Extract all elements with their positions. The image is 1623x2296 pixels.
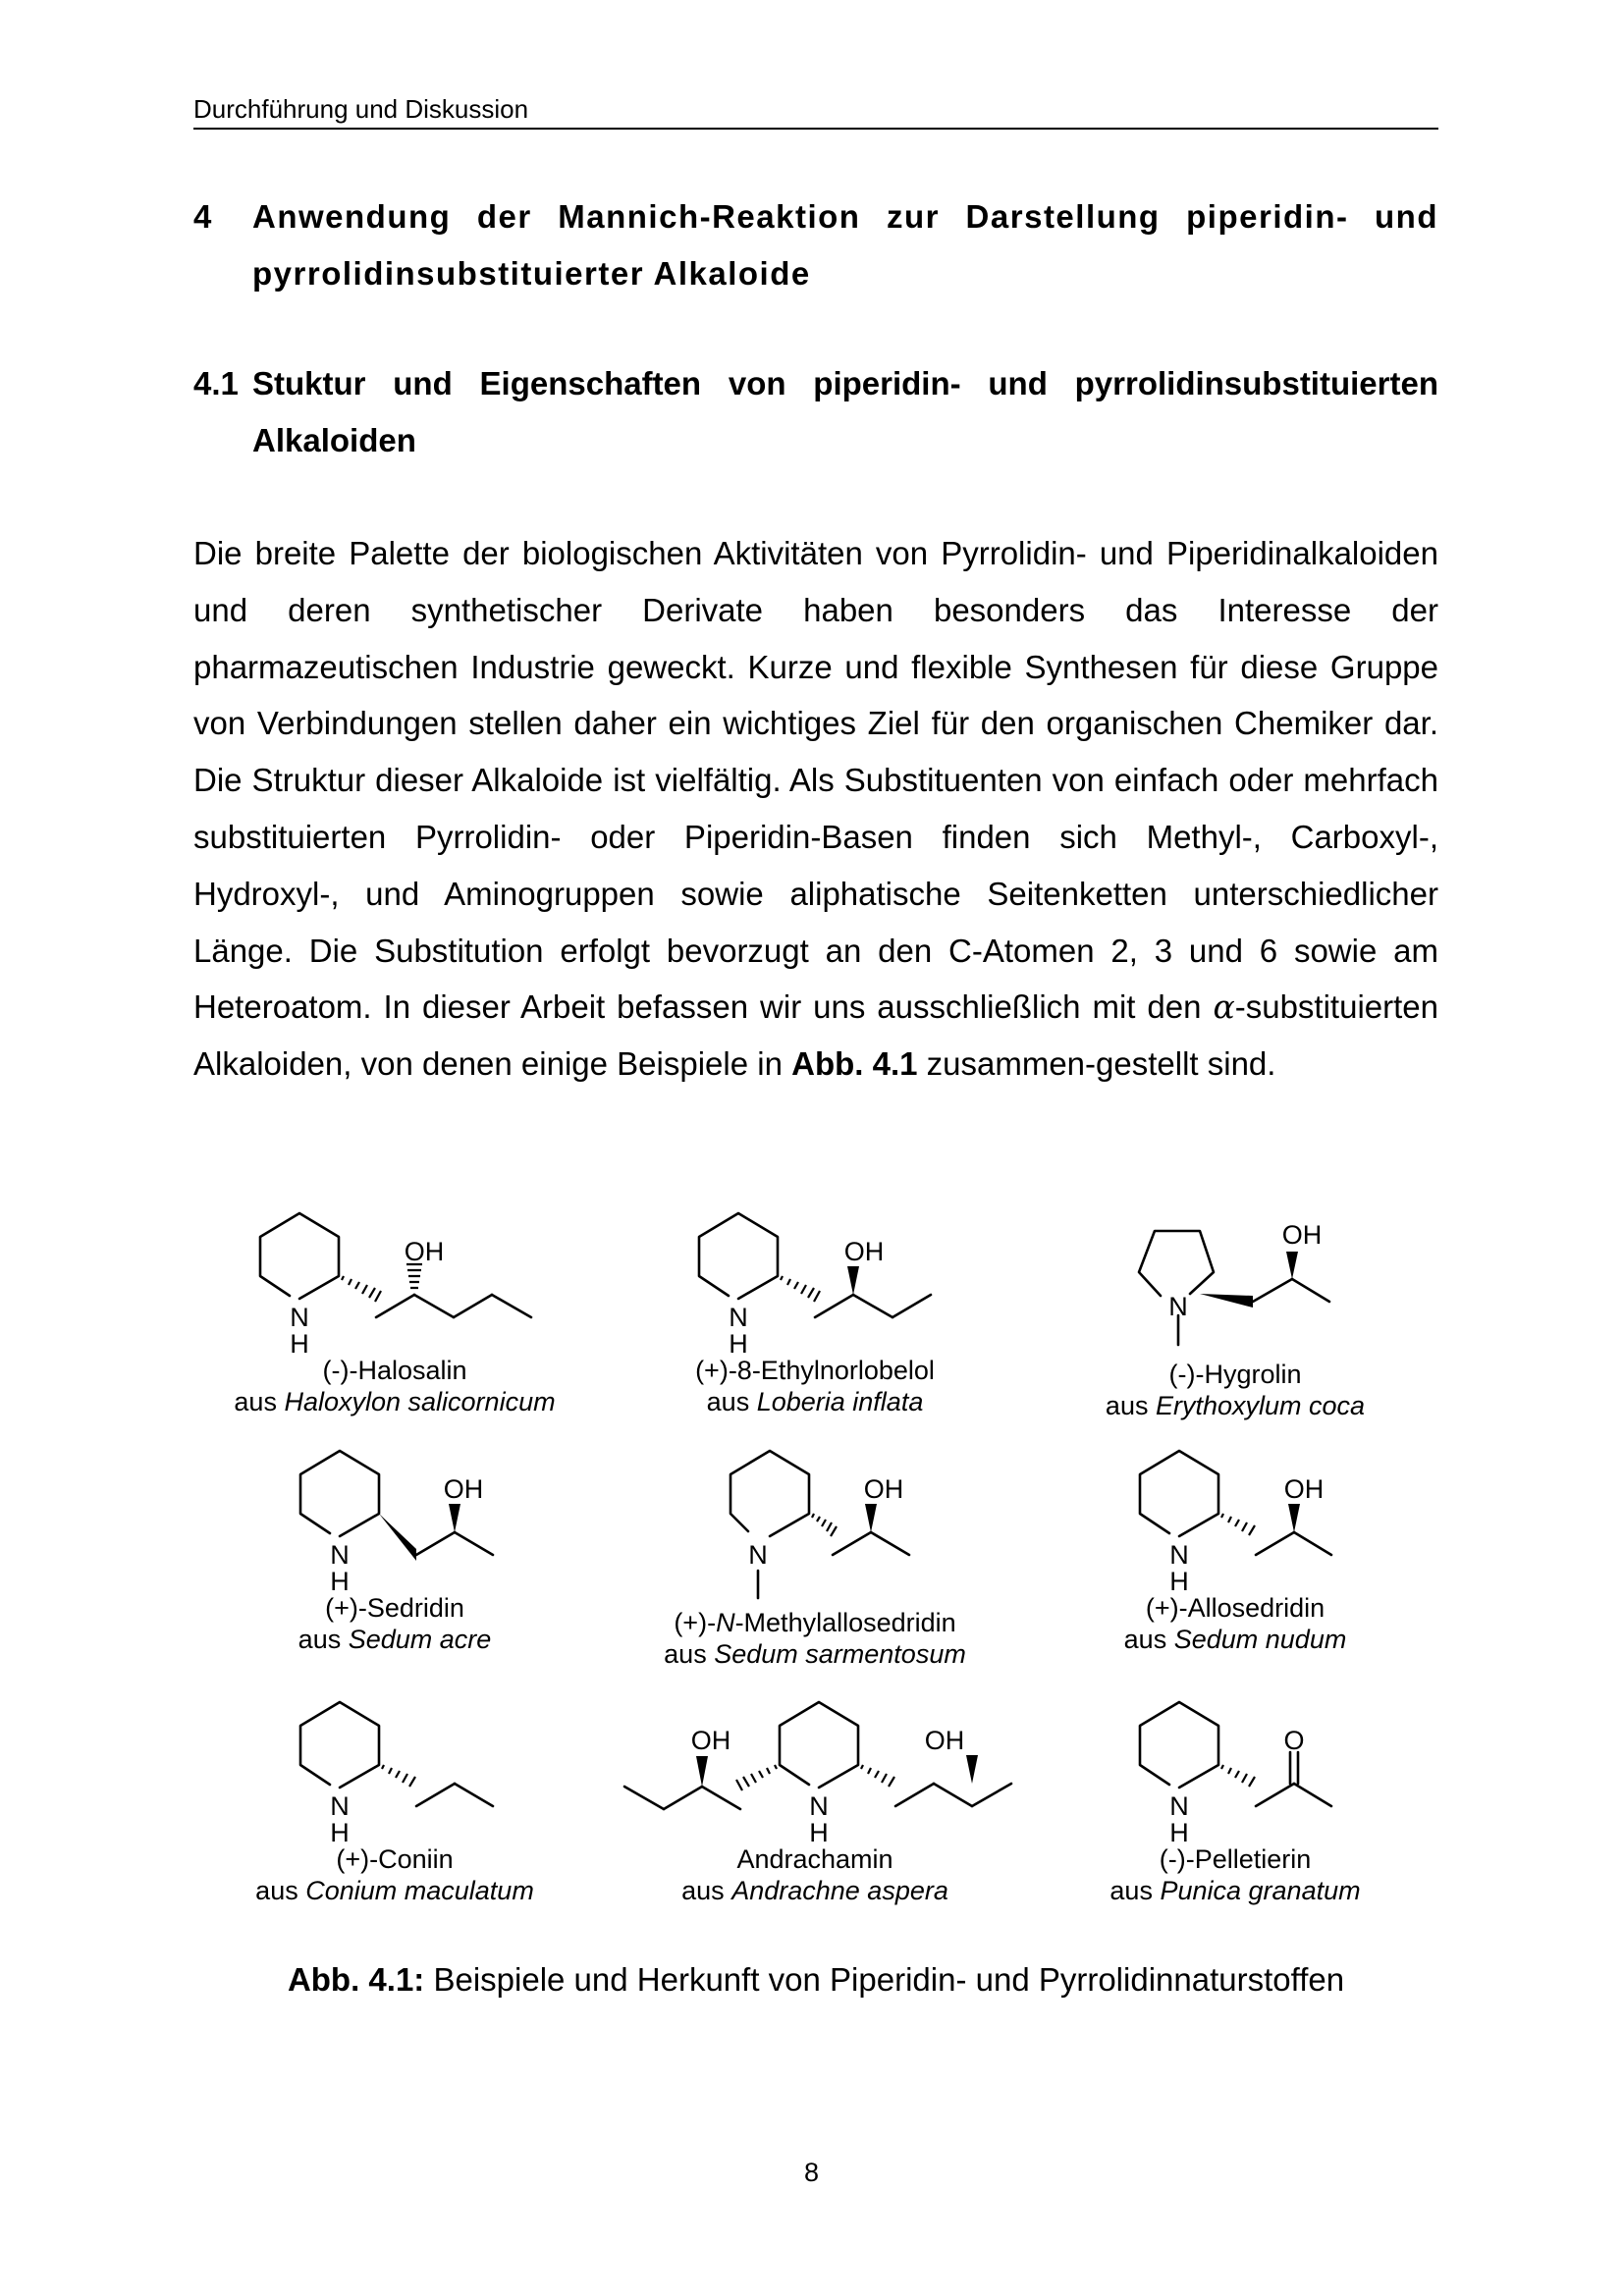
- figure-reference: Abb. 4.1: [791, 1045, 918, 1083]
- atom-h: H: [330, 1567, 350, 1596]
- atom-n: N: [290, 1303, 309, 1332]
- compound-name-prefix: (+)-: [674, 1608, 717, 1637]
- source-prefix: aus: [1105, 1391, 1149, 1420]
- structure-n-methylallosedridin: [730, 1451, 909, 1598]
- compound-label: [609, 1607, 1021, 1670]
- alpha-symbol: α: [1213, 988, 1235, 1027]
- atom-n: N: [1169, 1791, 1189, 1821]
- source-prefix: aus: [255, 1876, 298, 1905]
- atom-oh: OH: [863, 1474, 904, 1504]
- compound-source: Sedum nudum: [1173, 1625, 1347, 1654]
- compound-label: [1029, 1359, 1441, 1421]
- atom-h: H: [290, 1329, 309, 1359]
- compound-name: (+)-Allosedridin: [1145, 1593, 1325, 1623]
- caption-text: Beispiele und Herkunft von Piperidin- und Pyrrolidinnaturstoffen: [433, 1961, 1345, 1998]
- atom-oh: OH: [924, 1726, 965, 1755]
- atom-h: H: [1169, 1567, 1189, 1596]
- compound-source: Loberia inflata: [756, 1387, 924, 1416]
- compound-source: Andrachne aspera: [731, 1876, 948, 1905]
- source-prefix: aus: [1109, 1876, 1153, 1905]
- paragraph-part-1: Die breite Palette der biologischen Aktivitäten von Pyrrolidin- und Piperidinalkaloiden und deren synthetischer Derivate haben besonders das Interesse der pharmazeutischen Industrie geweckt. Kurze und flexible Synthesen für diese Gruppe von Verbindungen stellen daher ein wichtiges Ziel für den organischen Chemiker dar. Die Struktur dieser Alkaloide ist vielfältig. Als Substituenten von einfach oder mehrfach substituierten Pyrrolidin- oder Piperidin-Basen finden sich Methyl-, Carboxyl-, Hydroxyl-, und Aminogruppen sowie aliphatische Seitenketten unterschiedlicher Länge. Die Substitution erfolgt bevorzugt an den C-Atomen 2, 3 und 6 sowie am Heteroatom. In dieser Arbeit befassen wir uns ausschließlich mit den: [193, 535, 1438, 1026]
- compound-name: Andrachamin: [736, 1844, 893, 1874]
- source-prefix: aus: [706, 1387, 750, 1416]
- atom-h: H: [809, 1818, 829, 1847]
- section-number: 4.1: [193, 365, 239, 401]
- source-prefix: aus: [298, 1625, 342, 1654]
- compound-source: Sedum sarmentosum: [714, 1639, 966, 1669]
- atom-oh: OH: [843, 1237, 885, 1266]
- atom-oh: OH: [404, 1237, 445, 1266]
- running-header: Durchführung und Diskussion: [193, 94, 1438, 130]
- compound-label: [189, 1355, 601, 1417]
- chapter-number: 4: [193, 198, 213, 235]
- compound-name: (+)-Coniin: [336, 1844, 454, 1874]
- atom-h: H: [1169, 1818, 1189, 1847]
- compound-label: [1029, 1592, 1441, 1655]
- page-number: 8: [803, 2158, 820, 2187]
- chapter-title: Anwendung der Mannich-Reaktion zur Darstellung piperidin- und pyrrolidinsubstituierter Alkaloide: [252, 198, 1438, 292]
- source-prefix: aus: [1123, 1625, 1167, 1654]
- atom-oh: OH: [690, 1726, 731, 1755]
- compound-name: [609, 1607, 1021, 1638]
- atom-oh: OH: [1281, 1220, 1323, 1250]
- compound-source: Erythoxylum coca: [1155, 1391, 1366, 1420]
- compound-name-suffix: -Methylallosedridin: [734, 1608, 956, 1637]
- section-title: Stuktur und Eigenschaften von piperidin- und pyrrolidinsubstituierten Alkaloiden: [252, 365, 1438, 458]
- atom-h: H: [729, 1329, 748, 1359]
- atom-o: O: [1283, 1726, 1305, 1755]
- source-prefix: aus: [664, 1639, 707, 1669]
- compound-source: Punica granatum: [1160, 1876, 1361, 1905]
- atom-n: N: [748, 1540, 768, 1570]
- figure-caption: [193, 1960, 1438, 2000]
- compound-source: Sedum acre: [348, 1625, 492, 1654]
- compound-label: [609, 1843, 1021, 1906]
- compound-name-italic: N: [716, 1608, 735, 1637]
- atom-n: N: [1168, 1292, 1188, 1321]
- source-prefix: aus: [234, 1387, 277, 1416]
- compound-label: [189, 1592, 601, 1655]
- source-prefix: aus: [681, 1876, 725, 1905]
- compound-label: [1029, 1843, 1441, 1906]
- compound-label: [609, 1355, 1021, 1417]
- compound-label: [189, 1843, 601, 1906]
- atom-n: N: [729, 1303, 748, 1332]
- atom-n: N: [1169, 1540, 1189, 1570]
- caption-ref: Abb. 4.1:: [287, 1961, 425, 1998]
- atom-oh: OH: [443, 1474, 484, 1504]
- atom-n: N: [809, 1791, 829, 1821]
- atom-n: N: [330, 1791, 350, 1821]
- compound-name: (+)-8-Ethylnorlobelol: [695, 1356, 935, 1385]
- compound-source: Conium maculatum: [305, 1876, 534, 1905]
- compound-name: (-)-Pelletierin: [1159, 1844, 1312, 1874]
- compound-name: (+)-Sedridin: [325, 1593, 464, 1623]
- paragraph-part-2: -substituierten Alkaloiden, von denen einige Beispiele in: [193, 988, 1438, 1083]
- compound-name: (-)-Hygrolin: [1168, 1360, 1302, 1389]
- compound-source: Haloxylon salicornicum: [284, 1387, 556, 1416]
- atom-oh: OH: [1283, 1474, 1325, 1504]
- paragraph-part-3: zusammen-gestellt sind.: [926, 1045, 1276, 1083]
- compound-name: (-)-Halosalin: [322, 1356, 467, 1385]
- atom-h: H: [330, 1818, 350, 1847]
- atom-n: N: [330, 1540, 350, 1570]
